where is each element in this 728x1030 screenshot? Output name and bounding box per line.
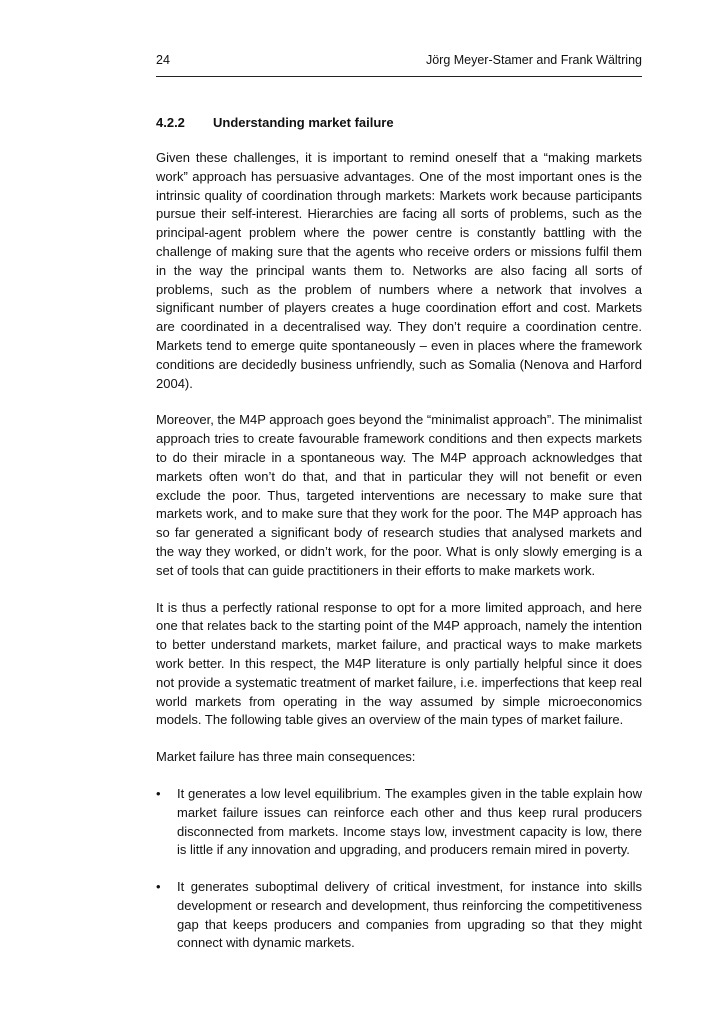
consequences-list [156, 785, 642, 953]
paragraph-m4p-approach: Moreover, the M4P approach goes beyond the “minimalist approach”. The minimalist approach tries to create favourable framework conditions and then expects markets to do their miracle in a spontaneous way. The M4P approach acknowledges that markets often won’t do that, and that in particular they will not benefit or even exclude the poor. Thus, targeted interventions are necessary to make sure that markets work, and to make sure that they work for the poor. The M4P approach has so far generated a significant body of research studies that analysed markets and the way they worked, or didn’t work, for the poor. What is only slowly emerging is a set of tools that can guide practitioners in their efforts to make markets work. [156, 412, 642, 578]
bullet-icon: • [156, 879, 161, 895]
list-item [156, 785, 642, 860]
list-item [156, 878, 642, 953]
section-title: Understanding market failure [213, 115, 394, 130]
bullet-icon: • [156, 785, 161, 801]
paragraph-consequences-intro: Market failure has three main consequences: [156, 749, 416, 765]
running-head-authors: Jörg Meyer-Stamer and Frank Wältring [425, 53, 642, 67]
paragraph-limited-approach: It is thus a perfectly rational response to opt for a more limited approach, and here one that relates back to the starting point of the M4P approach, namely the intention to better understand markets, market failure, and practical ways to make markets work better. In this respect, the M4P literature is only partially helpful since it does not provide a systematic treatment of market failure, i.e. imperfections that keep real world markets from operating in the way assumed by simple microeconomics models. The following table gives an overview of the main types of market failure. [156, 599, 642, 728]
page-number: 24 [156, 53, 170, 67]
header-divider [156, 76, 642, 77]
paragraph-making-markets-work: Given these challenges, it is important to remind oneself that a “making markets work” approach has persuasive advantages. One of the most important ones is the intrinsic quality of coordination through markets: Markets work because participants pursue their self-interest. Hierarchies are facing all sorts of problems, such as the principal-agent problem where the power centre is constantly battling with the challenge of making sure that the agents who receive orders or missions fulfil them in the way the principal wants them to. Networks are also facing all sorts of problems, such as the problem of numbers where a network that involves a significant number of players creates a huge coordination effort and cost. Markets are coordinated in a decentralised way. They don’t require a coordination centre. Markets tend to emerge quite spontaneously – even in places where the framework conditions are decidedly business unfriendly, such as Somalia (Nenova and Harford 2004). [156, 150, 642, 391]
section-number: 4.2.2 [156, 115, 185, 130]
page-header [156, 53, 642, 73]
section-heading [156, 114, 642, 133]
list-item-text: It generates a low level equilibrium. The examples given in the table explain how market failure issues can reinforce each other and thus keep rural producers disconnected from markets. Income stays low, investment capacity is low, there is little if any innovation and upgrading, and producers remain mired in poverty. [177, 785, 642, 858]
page-body [156, 114, 642, 971]
list-item-text: It generates suboptimal delivery of critical investment, for instance into skills development or research and development, thus reinforcing the competitiveness gap that keeps producers and companies from upgrading so that they might connect with dynamic markets. [177, 879, 642, 951]
